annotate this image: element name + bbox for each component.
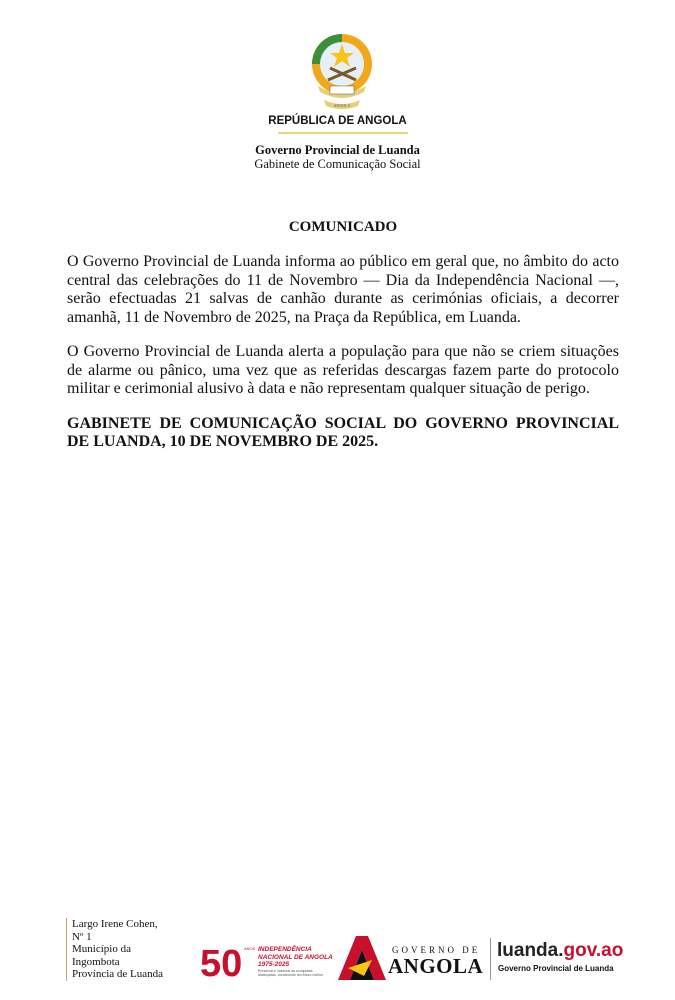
- indep-line: NACIONAL DE ANGOLA: [258, 953, 333, 961]
- address-line: Província de Luanda: [72, 968, 164, 980]
- indep-years: 1975-2025: [258, 961, 290, 968]
- indep-tagline: Preservar e valorizar as conquistas alcançadas, construindo um futuro melhor: [258, 968, 324, 977]
- paragraph-2: O Governo Provincial de Luanda alerta a população para que não se criem situações de alarme ou pânico, uma vez que as referidas descargas fazem parte do protocolo militar e cerimonial alusivo à data e não representam qualquer situação de perigo.: [67, 343, 619, 397]
- 50-years-independence-logo: [200, 938, 256, 980]
- header-divider: [278, 132, 408, 134]
- office-name: Gabinete de Comunicação Social: [254, 157, 421, 171]
- governo-angola-a-icon: [338, 936, 386, 980]
- document-title: COMUNICADO: [288, 219, 398, 235]
- address-line: Município da: [72, 943, 131, 955]
- anniversary-anos: ANOS: [244, 946, 256, 951]
- site-domain: gov.ao: [563, 940, 624, 961]
- governo-de-text: GOVERNO DE: [392, 945, 481, 955]
- footer-divider: [490, 938, 491, 980]
- angola-text: ANGOLA: [388, 954, 484, 978]
- address-line: Nº 1: [72, 930, 92, 943]
- independence-text: [258, 946, 333, 977]
- angola-coat-of-arms-logo: [304, 30, 380, 112]
- address-line: Ingombota: [72, 955, 120, 968]
- indep-line: INDEPENDÊNCIA: [258, 946, 312, 953]
- country-name: REPÚBLICA DE ANGOLA: [268, 115, 407, 127]
- address-line: Largo Irene Cohen,: [72, 918, 158, 930]
- anniversary-number: 50: [200, 943, 243, 980]
- footer-address: [66, 918, 163, 981]
- website-link[interactable]: [497, 940, 623, 962]
- emblem-text: ANGOLA: [333, 103, 351, 108]
- site-name: luanda.: [497, 940, 564, 961]
- paragraph-1: O Governo Provincial de Luanda informa ao público em geral que, no âmbito do acto central das celebrações do 11 de Novembro — Dia da Independência Nacional —, serão efectuadas 21 salvas de canhão durante as cerimónias oficiais, a decorrer amanhã, 11 de Novembro de 2025, na Praça da República, em Luanda.: [67, 253, 619, 326]
- site-subtitle: Governo Provincial de Luanda: [498, 964, 614, 973]
- signature: GABINETE DE COMUNICAÇÃO SOCIAL DO GOVERNO PROVINCIAL DE LUANDA, 10 DE NOVEMBRO DE 2025.: [67, 414, 619, 450]
- institution-name: Governo Provincial de Luanda: [255, 143, 420, 157]
- document-body: [67, 218, 619, 468]
